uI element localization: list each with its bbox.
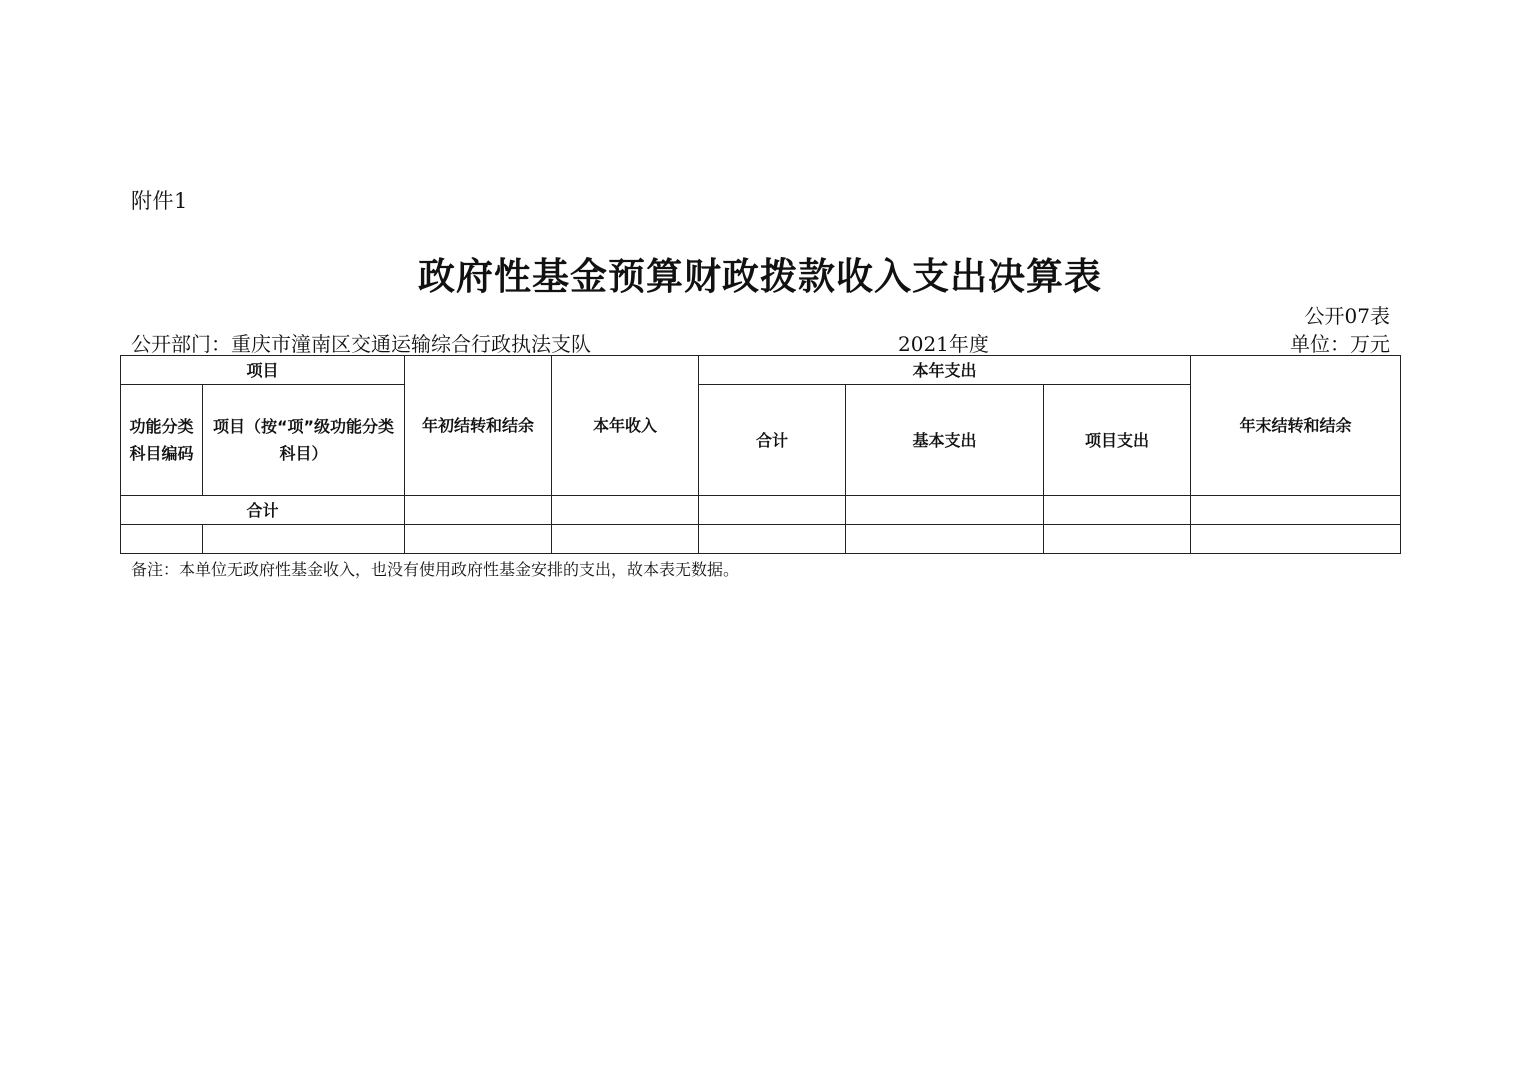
total-cell <box>1044 496 1191 525</box>
header-closing-balance: 年末结转和结余 <box>1191 356 1401 496</box>
page-title: 政府性基金预算财政拨款收入支出决算表 <box>418 255 1102 298</box>
header-expense-total: 合计 <box>699 385 846 496</box>
attachment-label: 附件1 <box>131 189 188 213</box>
header-basic-expense: 基本支出 <box>846 385 1044 496</box>
header-project-expense: 项目支出 <box>1044 385 1191 496</box>
fiscal-year-label: 2021年度 <box>898 332 989 356</box>
empty-cell <box>121 525 203 554</box>
total-cell <box>552 496 699 525</box>
header-row-1 <box>121 356 1401 385</box>
header-item-group: 项目 <box>121 356 405 385</box>
table-number: 公开07表 <box>1304 304 1390 328</box>
empty-cell <box>699 525 846 554</box>
empty-cell <box>405 525 552 554</box>
header-func-code: 功能分类科目编码 <box>121 385 203 496</box>
empty-cell <box>1191 525 1401 554</box>
empty-cell <box>203 525 405 554</box>
total-cell <box>1191 496 1401 525</box>
header-expense-group: 本年支出 <box>699 356 1191 385</box>
empty-cell <box>846 525 1044 554</box>
unit-label: 单位：万元 <box>1290 332 1390 356</box>
budget-table <box>120 355 1401 554</box>
total-label: 合计 <box>121 496 405 525</box>
empty-cell <box>1044 525 1191 554</box>
table-row <box>121 525 1401 554</box>
total-cell <box>699 496 846 525</box>
department-label: 公开部门：重庆市潼南区交通运输综合行政执法支队 <box>131 332 591 356</box>
meta-row <box>131 328 1390 354</box>
header-current-income: 本年收入 <box>552 356 699 496</box>
header-opening-balance: 年初结转和结余 <box>405 356 552 496</box>
empty-cell <box>552 525 699 554</box>
total-cell <box>405 496 552 525</box>
total-row <box>121 496 1401 525</box>
header-item-name: 项目（按“项”级功能分类科目） <box>203 385 405 496</box>
footnote: 备注：本单位无政府性基金收入，也没有使用政府性基金安排的支出，故本表无数据。 <box>131 560 740 579</box>
total-cell <box>846 496 1044 525</box>
